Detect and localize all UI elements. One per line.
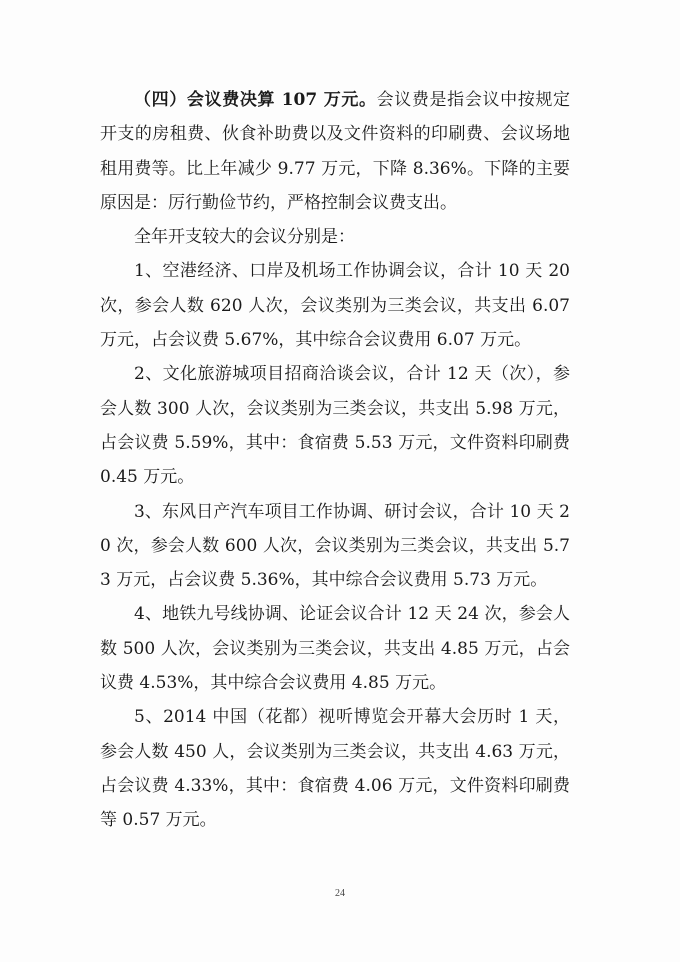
- paragraph-text: 3、东风日产汽车项目工作协调、研讨会议，合计 10 天 20 次，参会人数 600 人次，会议类别为三类会议，共支出 5.73 万元，占会议费 5.36%，其中综合会议费用 5.73 万元。: [100, 501, 570, 591]
- paragraph-meeting-2: [100, 357, 570, 494]
- paragraph-text: 会议费是指会议中按规定开支的房租费、伙食补助费以及文件资料的印刷费、会议场地租用费等。比上年减少 9.77 万元，下降 8.36%。下降的主要原因是：厉行勤俭节约，严格控制会议费支出。: [100, 90, 571, 213]
- paragraph-text: 5、2014 中国（花都）视听博览会开幕大会历时 1 天，参会人数 450 人，会议类别为三类会议，共支出 4.63 万元，占会议费 4.33%，其中：食宿费 4.06 万元，文件资料印刷费等 0.57 万元。: [100, 707, 570, 831]
- paragraph-text: 1、空港经济、口岸及机场工作协调会议，合计 10 天 20 次，参会人数 620 人次，会议类别为三类会议，共支出 6.07 万元，占会议费 5.67%，其中综合会议费用 6.07 万元。: [100, 261, 570, 351]
- paragraph-meeting-expense-summary: [100, 83, 570, 220]
- paragraph-meeting-5: [100, 700, 570, 837]
- paragraph-text: 2、文化旅游城项目招商洽谈会议，合计 12 天（次），参会人数 300 人次，会议类别为三类会议，共支出 5.98 万元，占会议费 5.59%，其中：食宿费 5.53 万元，文件资料印刷费 0.45 万元。: [100, 364, 570, 488]
- paragraph-major-meetings-intro: [100, 220, 570, 254]
- paragraph-meeting-4: [100, 597, 570, 700]
- paragraph-meeting-1: [100, 254, 570, 357]
- page-number: 24: [335, 888, 345, 899]
- section-heading: （四）会议费决算 107 万元。: [134, 90, 377, 110]
- paragraph-text: 全年开支较大的会议分别是：: [134, 227, 355, 248]
- paragraph-text: 4、地铁九号线协调、论证会议合计 12 天 24 次，参会人数 500 人次，会议类别为三类会议，共支出 4.85 万元，占会议费 4.53%，其中综合会议费用 4.85 万元。: [100, 604, 570, 694]
- body-text: [100, 83, 570, 838]
- paragraph-meeting-3: [100, 495, 570, 598]
